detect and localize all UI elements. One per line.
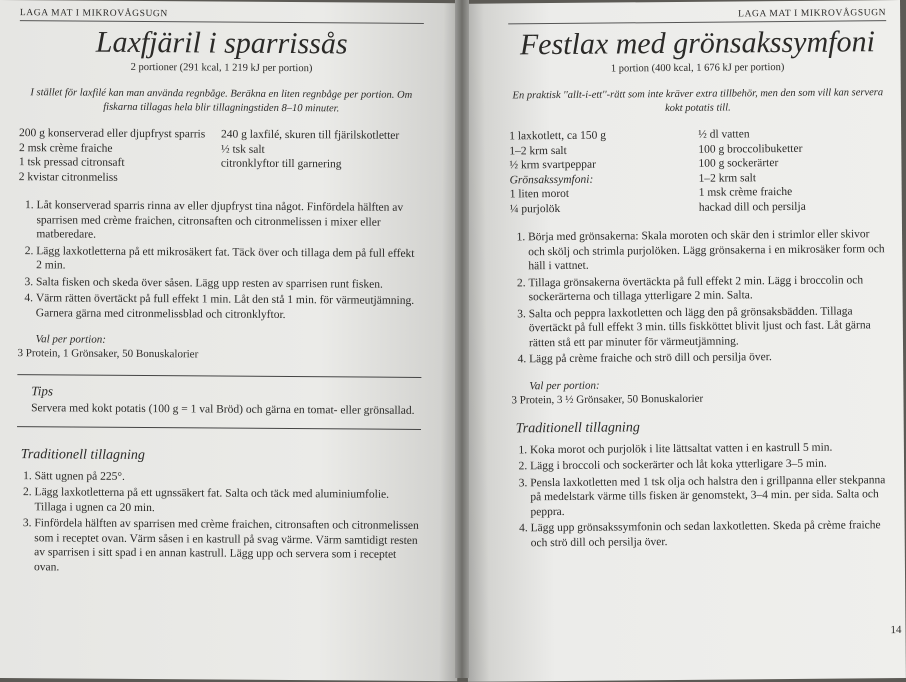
- traditional-heading: Traditionell tillagning: [515, 419, 640, 436]
- ingredient: ½ tsk salt: [220, 143, 265, 156]
- ingredient: 100 g sockerärter: [698, 157, 779, 170]
- traditional-step: 1. Koka morot och purjolök i lite lättsaltat vatten i en kastrull 5 min.: [530, 440, 890, 458]
- traditional-step: 3. Finfördela hälften av sparrisen med crème fraichen, citronsaften och citronmelissen som i receptet ovan. Värm såsen i en kastrull på svag värme. Värm samtidigt resten av sparrisen i sitt spad i en annan kastrull. Lägg upp och servera som i receptet ovan.: [34, 516, 420, 577]
- running-head: LAGA MAT I MIKROVÅGSUGN: [508, 8, 886, 24]
- ingredient: ½ dl vatten: [698, 128, 750, 141]
- ingredient: hackad dill och persilja: [698, 200, 806, 214]
- traditional-step: 2. Lägg laxkotletterna på ett ugnssäkert fat. Salta och täck med aluminiumfolie. Tillaga i ugnen ca 20 min.: [34, 485, 420, 517]
- tips-heading: Tips: [31, 383, 54, 399]
- servings-choice-text: 3 Protein, 1 Grönsaker, 50 Bonuskalorier: [17, 347, 199, 361]
- recipe-subtitle: 2 portioner (291 kcal, 1 219 kJ per portion): [130, 61, 313, 75]
- servings-choice: [17, 332, 421, 363]
- tips-box: [17, 374, 421, 429]
- servings-choice-label: Val per portion:: [529, 379, 600, 392]
- book-gutter: [455, 0, 469, 678]
- servings-choice: [511, 376, 889, 407]
- recipe-title: Festlax med grönsakssymfoni: [519, 25, 875, 62]
- traditional-heading: Traditionell tillagning: [20, 446, 145, 463]
- ingredient: 1 liten morot: [509, 187, 570, 201]
- ingredient: 1–2 krm salt: [698, 171, 757, 185]
- ingredients: [19, 126, 423, 187]
- method-step: 1. Börja med grönsakerna: Skala moroten och skär den i strimlor eller skivor och skölj och strimla purjolöken. Lägg grönsakerna i en mikrosäker form och häll i vattnet.: [528, 227, 888, 274]
- ingredient: 1 laxkotlett, ca 150 g: [509, 129, 607, 143]
- ingredient-subheading: Grönsakssymfoni:: [509, 173, 594, 186]
- recipe-intro: I stället för laxfilé kan man använda regnbåge. Beräkna en liten regnbåge per portion. Om fiskarna tillagas hela blir tillagningstiden 8–10 minuter.: [30, 87, 413, 115]
- recipe-intro: En praktisk ''allt-i-ett''-rätt som inte kräver extra tillbehör, men den som vill kan servera kokt potatis till.: [512, 87, 884, 115]
- running-head: LAGA MAT I MIKROVÅGSUGN: [20, 8, 424, 24]
- recipe-subtitle: 1 portion (400 kcal, 1 676 kJ per portion): [610, 62, 785, 75]
- traditional-steps: [16, 469, 421, 577]
- page-number: 14: [890, 624, 902, 637]
- method-steps: [510, 227, 889, 367]
- ingredient: 240 g laxfilé, skuren till fjärilskotletter: [221, 128, 400, 142]
- ingredient: ½ krm svartpeppar: [509, 158, 597, 172]
- method-step: 3. Salta och peppra laxkotletten och lägg den på grönsaksbädden. Tillaga övertäckt på full effekt 3 min. tills fiskköttet blivit ljust och fast. Låt gärna rätten stå ett par minuter för värmeutjämning.: [529, 304, 889, 351]
- method-step: 2. Tillaga grönsakerna övertäckta på full effekt 2 min. Lägg i broccolin och sockerärterna och tillaga ytterligare 2 min. Salta.: [528, 273, 888, 305]
- ingredients-col-1: [19, 126, 221, 185]
- ingredient: citronklyftor till garnering: [220, 157, 342, 171]
- ingredient: 100 g broccolibuketter: [698, 142, 803, 156]
- tips-text: Servera med kokt potatis (100 g = 1 val Bröd) och gärna en tomat- eller grönsallad.: [31, 402, 415, 417]
- ingredient: 2 msk crème fraiche: [18, 141, 113, 155]
- ingredients-col-2: [221, 128, 423, 187]
- traditional-steps: [512, 440, 891, 551]
- ingredient: 1 tsk pressad citronsaft: [18, 156, 125, 169]
- ingredients-col-1: [509, 128, 699, 217]
- ingredient: 1–2 krm salt: [509, 144, 567, 157]
- method-step: 4. Värm rätten övertäckt på full effekt 1 min. Låt den stå 1 min. för värmeutjämning. Garnera gärna med citronmelissblad och citronklyftor.: [36, 291, 422, 323]
- method-step: 2. Lägg laxkotletterna på ett mikrosäkert fat. Täck över och tillaga dem på full effekt 2 min.: [36, 244, 422, 276]
- ingredient: 1 msk crème fraiche: [698, 185, 793, 199]
- traditional-step: 4. Lägg upp grönsakssymfonin och sedan laxkotletten. Skeda på crème fraiche och strö dill och persilja över.: [531, 518, 891, 550]
- traditional-step: 1. Sätt ugnen på 225°.: [35, 469, 421, 486]
- ingredients: [509, 126, 888, 216]
- recipe-title: Laxfjäril i sparrissås: [95, 25, 348, 61]
- method-step: 4. Lägg på crème fraiche och strö dill och persilja över.: [529, 349, 889, 367]
- method-steps: [18, 198, 423, 323]
- right-page: [462, 0, 906, 682]
- ingredient: 2 kvistar citronmeliss: [18, 170, 118, 184]
- ingredient: 200 g konserverad eller djupfryst sparris: [19, 127, 206, 141]
- traditional-step: 3. Pensla laxkotletten med 1 tsk olja och halstra den i grillpanna eller stekpanna på medelstark värme tills fisken är genomstekt, 3–4 min. per sida. Salta och peppra.: [530, 473, 890, 520]
- ingredients-col-2: [698, 126, 888, 215]
- servings-choice-text: 3 Protein, 3 ½ Grönsaker, 50 Bonuskalorier: [511, 392, 704, 406]
- method-step: 1. Låt konserverad sparris rinna av eller djupfryst tina något. Finfördela hälften av sparrisen med crème fraichen, citronsaften och citronmelissen i mixer eller matberedare.: [36, 198, 422, 244]
- method-step: 3. Salta fisken och skeda över såsen. Lägg upp resten av sparrisen runt fisken.: [36, 275, 422, 292]
- ingredient: ¼ purjolök: [509, 202, 561, 215]
- traditional-step: 2. Lägg i broccoli och sockerärter och låt koka ytterligare 3–5 min.: [530, 456, 890, 474]
- servings-choice-label: Val per portion:: [35, 333, 106, 346]
